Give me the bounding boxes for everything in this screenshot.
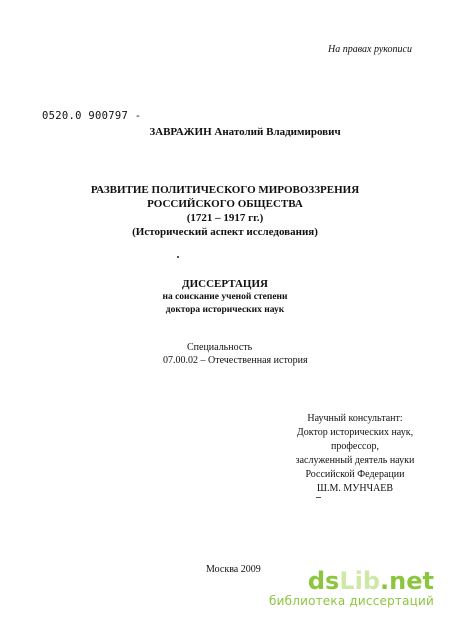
watermark-logo: dsLib.net [307, 567, 434, 595]
scan-speck [177, 256, 179, 258]
author-name-text: ЗАВРАЖИН Анатолий Владимирович [149, 126, 341, 138]
scan-mark [316, 497, 321, 498]
title-subtitle: (Исторический аспект исследования) [132, 226, 318, 238]
scientific-consultant-block [280, 412, 430, 496]
consultant-line: заслуженный деятель науки [295, 455, 415, 466]
consultant-line: Научный консультант: [307, 413, 403, 424]
consultant-name: Ш.М. МУНЧАЕВ [316, 483, 394, 494]
dissertation-degree-line-2: доктора исторических наук [165, 305, 285, 315]
rights-note: На правах рукописи [328, 44, 412, 55]
watermark [269, 568, 434, 608]
title-line-1: РАЗВИТИЕ ПОЛИТИЧЕСКОГО МИРОВОЗЗРЕНИЯ [90, 184, 360, 196]
dissertation-degree-line-1: на соискание ученой степени [162, 292, 288, 302]
archive-code: 0520.0 900797 - [42, 110, 142, 122]
title-years: (1721 – 1917 гг.) [186, 212, 264, 224]
title-line-2: РОССИЙСКОГО ОБЩЕСТВА [147, 198, 303, 210]
dissertation-heading: ДИССЕРТАЦИЯ [182, 278, 268, 290]
watermark-subtitle: библиотека диссертаций [269, 594, 434, 608]
author-name [0, 126, 450, 138]
city-year: Москва 2009 [206, 564, 261, 575]
specialty-value: 07.00.02 – Отечественная история [163, 355, 308, 366]
specialty-label: Специальность [187, 342, 253, 353]
consultant-line: профессор, [331, 441, 379, 452]
consultant-line: Доктор исторических наук, [296, 427, 414, 438]
consultant-line: Российской Федерации [305, 469, 405, 480]
